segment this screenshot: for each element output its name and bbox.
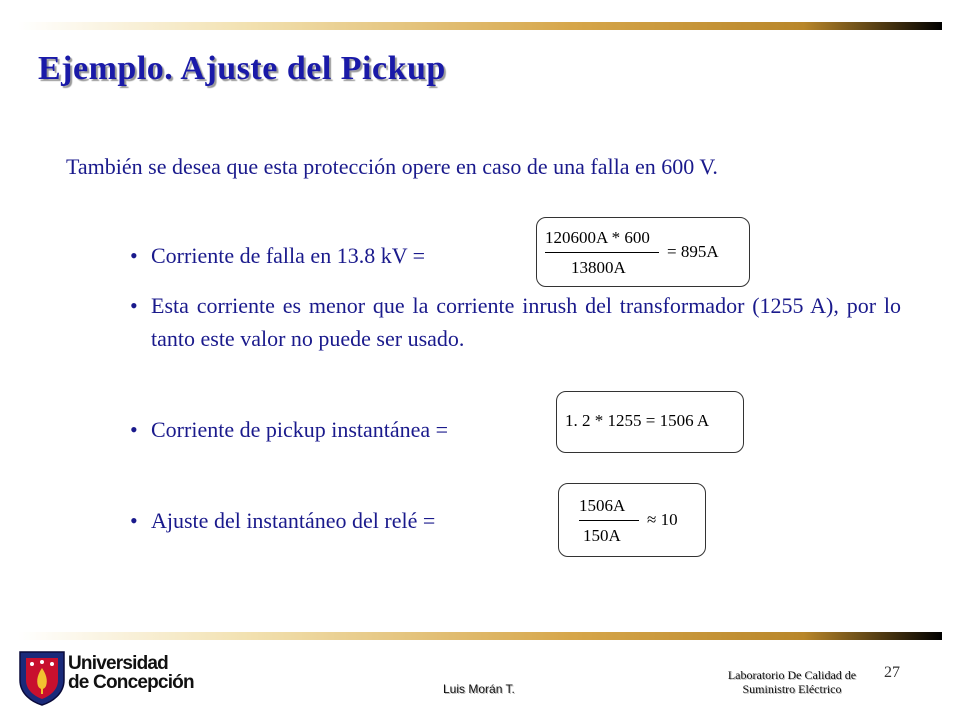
bullet-marker: • (130, 417, 138, 442)
bullet-text: Ajuste del instantáneo del relé = (151, 508, 436, 533)
formula-result: = 895A (667, 242, 719, 261)
university-name-line1: Universidad (68, 653, 168, 674)
bottom-decorative-bar (18, 632, 942, 640)
formula-result: ≈ 10 (647, 510, 678, 529)
bullet-marker: • (130, 243, 138, 268)
bullet-text: Esta corriente es menor que la corriente inrush del transformador (1255 A), por lo tanto este valor no puede ser usado. (151, 293, 901, 351)
bullet-marker: • (130, 508, 138, 533)
formula-pickup-current (556, 391, 744, 453)
author-name: Luis Morán T. (443, 682, 515, 696)
university-name (68, 654, 194, 692)
bullet-marker: • (130, 293, 138, 318)
formula-expression: 1. 2 * 1255 = 1506 A (565, 411, 710, 430)
lab-name-line2: Suministro Eléctrico (742, 682, 842, 696)
lab-name-line1: Laboratorio De Calidad de (727, 668, 857, 682)
formula-numerator: 1506A (579, 496, 626, 515)
lab-name (712, 668, 872, 696)
formula-numerator: 120600A * 600 (545, 228, 650, 247)
university-name-line2: de Concepción (68, 672, 194, 693)
slide-title: Ejemplo. Ajuste del Pickup (38, 50, 446, 87)
university-shield-logo (18, 650, 66, 706)
formula-denominator: 13800A (571, 258, 626, 277)
fraction-line (579, 520, 639, 521)
bullet-text: Corriente de falla en 13.8 kV = (151, 243, 426, 268)
bullet-text: Corriente de pickup instantánea = (151, 417, 449, 442)
page-number: 27 (884, 664, 900, 681)
formula-relay-setting (558, 483, 706, 557)
fraction-line (545, 252, 659, 253)
formula-fault-current (536, 217, 750, 287)
top-decorative-bar (18, 22, 942, 30)
intro-paragraph: También se desea que esta protección opere en caso de una falla en 600 V. (66, 154, 718, 179)
formula-denominator: 150A (583, 526, 621, 545)
